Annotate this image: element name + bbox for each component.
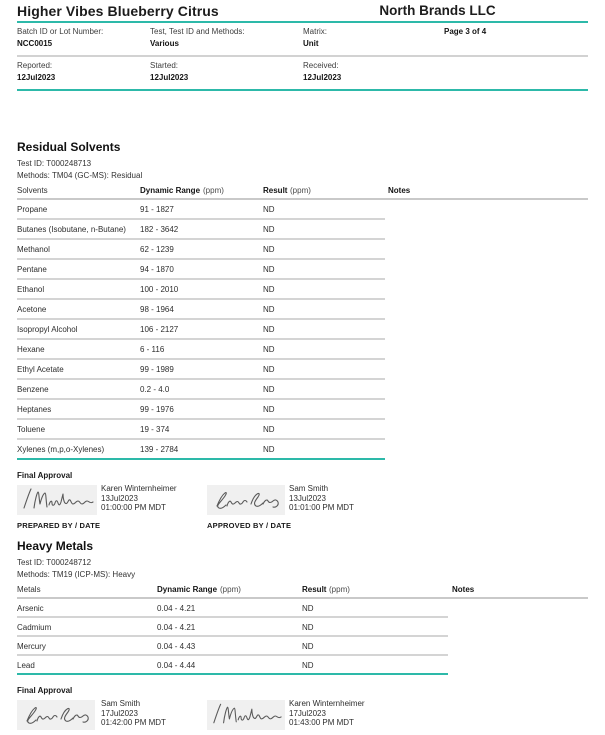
analyte-name: Acetone [17, 305, 47, 314]
result-value: ND [263, 385, 275, 394]
analyte-name: Lead [17, 661, 35, 670]
table-header-row [17, 582, 588, 599]
info-label: Matrix: [303, 27, 327, 36]
section-heavy-metals [17, 539, 588, 735]
signature-glyph-icon [207, 485, 285, 515]
result-value: ND [302, 642, 314, 651]
table-body [17, 200, 588, 460]
final-approval-heading: Final Approval [17, 686, 73, 695]
info-cell [303, 27, 327, 49]
analyte-name: Mercury [17, 642, 46, 651]
analyte-name: Toluene [17, 425, 46, 434]
dynamic-range-value: 139 - 2784 [140, 445, 179, 454]
signature-glyph-icon [17, 700, 95, 730]
info-cell [17, 27, 103, 49]
info-row-batch [17, 23, 588, 55]
table-row [17, 360, 385, 380]
col-header-notes: Notes [388, 186, 411, 195]
result-value: ND [263, 445, 275, 454]
signer-left [101, 484, 177, 513]
table-row [17, 420, 385, 440]
analyte-name: Pentane [17, 265, 47, 274]
signer-time: 01:42:00 PM MDT [101, 718, 166, 727]
dynamic-range-value: 106 - 2127 [140, 325, 179, 334]
col-header-range: Dynamic Range [157, 585, 218, 594]
dynamic-range-value: 62 - 1239 [140, 245, 174, 254]
dynamic-range-value: 182 - 3642 [140, 225, 179, 234]
signature-roles [17, 521, 588, 531]
analyte-name: Butanes (Isobutane, n-Butane) [17, 225, 126, 234]
col-header-result: Result [302, 585, 327, 594]
table-row [17, 400, 385, 420]
result-value: ND [263, 225, 275, 234]
result-value: ND [302, 661, 314, 670]
table-row [17, 320, 385, 340]
result-value: ND [263, 425, 275, 434]
signature-sam-smith [17, 700, 95, 730]
analyte-name: Isopropyl Alcohol [17, 325, 78, 334]
signature-glyph-icon [17, 485, 97, 515]
report-titlebar [17, 3, 588, 21]
result-value: ND [263, 305, 275, 314]
signer-name: Karen Winternheimer [101, 484, 177, 493]
prepared-by-label: PREPARED BY / DATE [17, 521, 101, 530]
table-row [17, 200, 385, 220]
methods-line: Methods: TM19 (ICP-MS): Heavy [17, 570, 136, 579]
page-indicator: Page 3 of 4 [444, 27, 487, 36]
table-row [17, 618, 448, 637]
signer-left [101, 699, 166, 728]
section-title: Heavy Metals [17, 539, 94, 553]
table-row [17, 380, 385, 400]
signature-karen-winternheimer [207, 700, 285, 730]
dynamic-range-value: 0.2 - 4.0 [140, 385, 170, 394]
col-header-result: Result [263, 186, 288, 195]
signer-time: 01:01:00 PM MDT [289, 503, 354, 512]
info-value: 12Jul2023 [303, 73, 342, 82]
dynamic-range-value: 6 - 116 [140, 345, 165, 354]
info-value: Various [150, 39, 179, 48]
test-id: Test ID: T000248712 [17, 558, 92, 567]
col-header-analyte: Metals [17, 585, 41, 594]
info-value: 12Jul2023 [17, 73, 56, 82]
result-value: ND [302, 604, 314, 613]
signer-date: 13Jul2023 [101, 493, 138, 503]
product-title: Higher Vibes Blueberry Citrus [17, 3, 219, 19]
table-header-row [17, 183, 588, 200]
dynamic-range-value: 0.04 - 4.43 [157, 642, 196, 651]
signer-date: 17Jul2023 [101, 708, 138, 718]
info-cell [150, 27, 245, 49]
info-label: Reported: [17, 61, 53, 70]
info-cell [303, 61, 341, 83]
col-header-range: Dynamic Range [140, 186, 201, 195]
info-value: NCC0015 [17, 39, 53, 48]
table-row [17, 280, 385, 300]
info-label: Started: [150, 61, 179, 70]
signer-date: 13Jul2023 [289, 493, 326, 503]
dynamic-range-value: 99 - 1989 [140, 365, 174, 374]
result-value: ND [263, 285, 275, 294]
info-label: Batch ID or Lot Number: [17, 27, 104, 36]
dynamic-range-value: 100 - 2010 [140, 285, 179, 294]
result-value: ND [263, 405, 275, 414]
signer-name: Sam Smith [289, 484, 329, 493]
analyte-name: Cadmium [17, 623, 52, 632]
analyte-name: Xylenes (m,p,o-Xylenes) [17, 445, 105, 454]
table-row [17, 340, 385, 360]
col-header-analyte: Solvents [17, 186, 48, 195]
company-name: North Brands LLC [379, 3, 496, 18]
analyte-name: Hexane [17, 345, 45, 354]
methods-line: Methods: TM04 (GC-MS): Residual [17, 171, 143, 180]
analyte-name: Arsenic [17, 604, 44, 613]
dynamic-range-value: 0.04 - 4.21 [157, 623, 196, 632]
section-title: Residual Solvents [17, 140, 121, 154]
info-cell [150, 61, 188, 83]
table-row [17, 260, 385, 280]
signer-time: 01:43:00 PM MDT [289, 718, 354, 727]
info-label: Test, Test ID and Methods: [150, 27, 245, 36]
info-row-dates [17, 57, 588, 89]
dynamic-range-value: 19 - 374 [140, 425, 170, 434]
table-row [17, 440, 385, 460]
signature-row [17, 484, 588, 520]
test-id: Test ID: T000248713 [17, 159, 92, 168]
col-header-result-unit: (ppm) [329, 585, 350, 594]
final-approval-heading: Final Approval [17, 471, 73, 480]
info-value: 12Jul2023 [150, 73, 189, 82]
table-row [17, 300, 385, 320]
analyte-name: Methanol [17, 245, 50, 254]
result-value: ND [263, 245, 275, 254]
signature-sam-smith [207, 485, 285, 515]
approved-by-label: APPROVED BY / DATE [207, 521, 292, 530]
result-value: ND [263, 325, 275, 334]
signature-glyph-icon [207, 700, 285, 730]
table-row [17, 240, 385, 260]
dynamic-range-value: 0.04 - 4.21 [157, 604, 196, 613]
dynamic-range-value: 94 - 1870 [140, 265, 174, 274]
info-value: Unit [303, 39, 319, 48]
dynamic-range-value: 91 - 1827 [140, 205, 174, 214]
analyte-name: Ethanol [17, 285, 45, 294]
table-row [17, 220, 385, 240]
signer-name: Karen Winternheimer [289, 699, 365, 708]
signature-karen-winternheimer [17, 485, 97, 515]
signer-name: Sam Smith [101, 699, 141, 708]
table-row [17, 656, 448, 675]
signer-date: 17Jul2023 [289, 708, 326, 718]
result-value: ND [263, 205, 275, 214]
col-header-range-unit: (ppm) [203, 186, 224, 195]
teal-divider [17, 89, 588, 91]
signature-row [17, 699, 588, 735]
table-row [17, 637, 448, 656]
analyte-name: Heptanes [17, 405, 52, 414]
analyte-name: Ethyl Acetate [17, 365, 64, 374]
coa-report-page [0, 3, 605, 727]
info-label: Received: [303, 61, 339, 70]
col-header-result-unit: (ppm) [290, 186, 311, 195]
signer-right [289, 699, 365, 728]
col-header-notes: Notes [452, 585, 475, 594]
signer-right [289, 484, 354, 513]
table-row [17, 599, 448, 618]
info-cell [17, 61, 55, 83]
result-value: ND [263, 265, 275, 274]
dynamic-range-value: 99 - 1976 [140, 405, 174, 414]
table-body [17, 599, 588, 675]
col-header-range-unit: (ppm) [220, 585, 241, 594]
result-value: ND [263, 345, 275, 354]
analyte-name: Benzene [17, 385, 49, 394]
section-residual-solvents [17, 140, 588, 531]
signer-time: 01:00:00 PM MDT [101, 503, 166, 512]
dynamic-range-value: 98 - 1964 [140, 305, 174, 314]
analyte-name: Propane [17, 205, 48, 214]
dynamic-range-value: 0.04 - 4.44 [157, 661, 196, 670]
result-value: ND [263, 365, 275, 374]
result-value: ND [302, 623, 314, 632]
